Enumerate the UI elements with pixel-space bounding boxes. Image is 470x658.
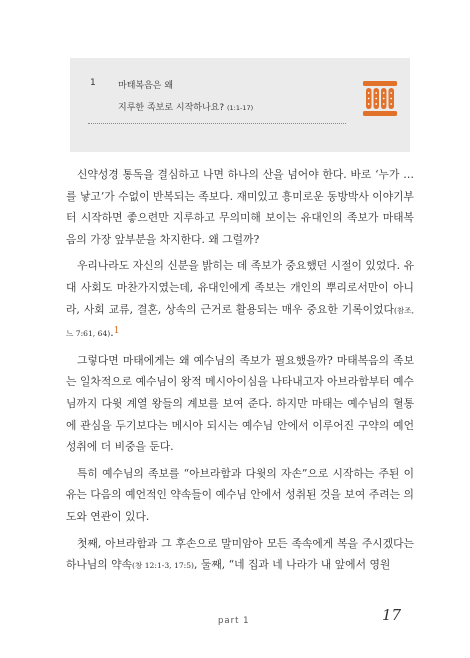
paragraph-3: 그렇다면 마태에게는 왜 예수님의 족보가 필요했을까? 마태복음의 족보는 일차적으로 예수님이 왕적 메시아이심을 나타내고자 아브라함부터 예수님까지 다윗 계열 왕들의 계보를 보여 준다. 하지만 마태는 예수님의 혈통에 관심을 두기보다는 메시아 되시는 예수님 안에서 이루어진 구약의 예언 성취에 더 비중을 둔다.: [66, 353, 414, 454]
chapter-number: 1: [90, 78, 96, 88]
chapter-title-text: 지루한 족보로 시작하나요?: [118, 103, 225, 113]
paragraph-5-end: , 둘째, “네 집과 네 나라가 내 앞에서 영원: [194, 558, 391, 572]
chapter-title-line1: 마태복음은 왜: [118, 81, 174, 91]
paragraph-4: 특히 예수님의 족보를 “아브라함과 다윗의 자손”으로 시작하는 주된 이유는 다음의 예언적인 약속들이 예수님 안에서 성취된 것을 보여 주려는 의도와 연관이 있다.: [66, 466, 414, 523]
scroll-bundle-icon: [362, 80, 398, 118]
chapter-title-line2: [118, 100, 253, 113]
paragraph-2-period: .: [110, 326, 114, 340]
paragraph-5: [66, 533, 414, 577]
paragraph-5-start: 첫째, 아브라함과 그 후손으로 말미암아 모든 족속에게 복을 주시겠다는 하나님의 약속: [66, 536, 414, 572]
footnote-marker: 1: [113, 326, 120, 337]
paragraph-2-reference: (참조, 느 7:61, 64): [66, 305, 414, 339]
page-number: 17: [382, 606, 402, 624]
paragraph-2-main: 우리나라도 자신의 신분을 밝히는 데 족보가 중요했던 시절이 있었다. 유대 사회도 마찬가지였는데, 유대인에게 족보는 개인의 뿌리로서만이 아니라, 사회 교류, 결혼, 상속의 근거로 활용되는 매우 중요한 기록이었다: [66, 259, 414, 316]
title-divider: [88, 123, 346, 124]
body-text: [66, 164, 414, 582]
paragraph-2: [66, 255, 414, 344]
paragraph-5-reference: (창 12:1-3, 17:5): [132, 561, 195, 571]
paragraph-1: 신약성경 통독을 결심하고 나면 하나의 산을 넘어야 한다. 바로 ‘누가 …를 낳고’가 수없이 반복되는 족보다. 재미있고 흥미로운 동방박사 이야기부터 시작하면 좋으련만 지루하고 무의미해 보이는 유대인의 족보가 마태복음의 가장 앞부분을 차지한다. 왜 그럴까?: [66, 168, 414, 246]
chapter-title-reference: (1:1-17): [227, 104, 254, 112]
footer-part-label: part 1: [218, 616, 250, 626]
